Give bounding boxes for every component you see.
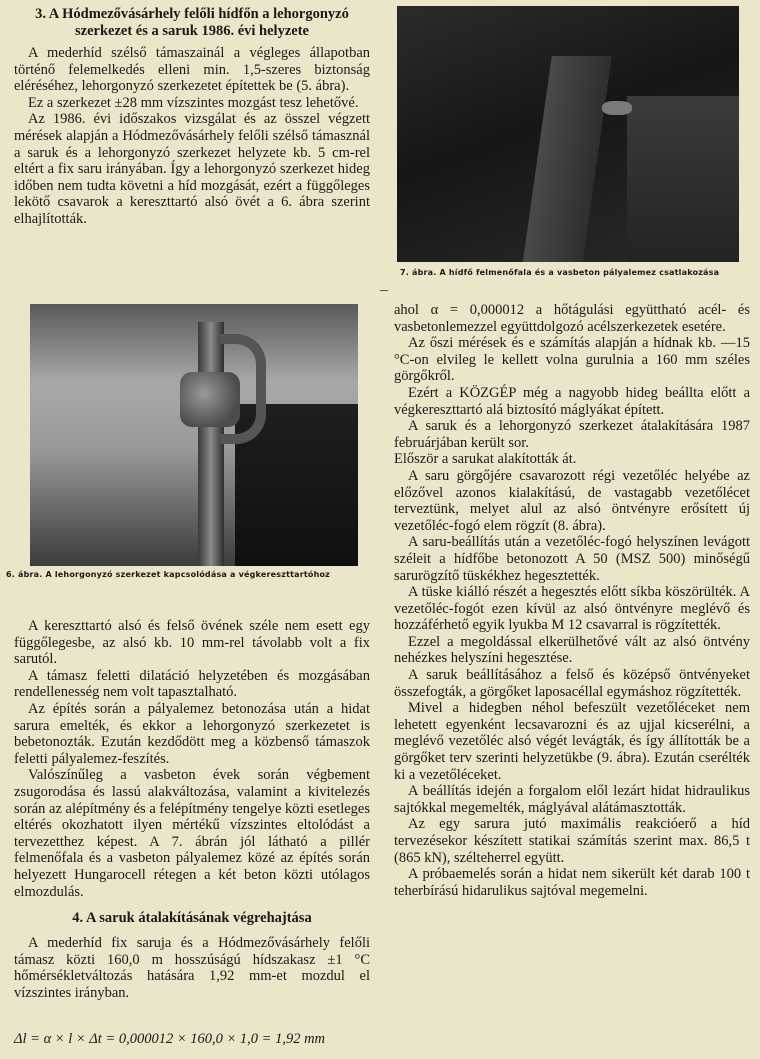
body-paragraph: A tüske kiálló részét a hegesztés előtt síkba köszörülték. A vezetőléc-fogót ezen kívül az alsó öntvényre meglévő és hozzáférhető egyik lyukba M 12 csavarral is rögzítették. (394, 584, 750, 634)
section3-paragraph: Ez a szerkezet ±28 mm vízszintes mozgást tesz lehetővé. (28, 94, 359, 111)
body-paragraph: A próbaemelés során a hidat nem sikerült két darab 100 t teherbírású hidarulikus sajtóval megemelni. (394, 866, 750, 899)
figure6-caption: 6. ábra. A lehorgonyzó szerkezet kapcsolódása a végkereszttartóhoz (6, 570, 331, 579)
body-paragraph: A saru görgőjére csavarozott régi vezetőléc helyébe az előzővel azonos kialakítású, de vastagabb vezetőlécet terveztünk, melyet alul az alsó öntvényre erősített új vezetőléc-fogó elem rögzít (8. ábra). (394, 467, 750, 534)
section3-title (14, 6, 370, 40)
figure7-photo (397, 6, 739, 262)
body-paragraph: A kereszttartó alsó és felső övének széle nem esett egy függőlegesbe, az alsó kb. 10 mm-rel távolabb volt a fix sarutól. (14, 618, 370, 668)
left-continued (14, 618, 370, 1001)
body-paragraph: Ezért a KÖZGÉP még a nagyobb hideg beállta előtt a végkereszttartó alá biztosító máglyákat épített. (394, 384, 750, 418)
divider (380, 290, 388, 291)
body-paragraph: Az építés során a pályalemez betonozása után a hidat sarura emelték, és ekkor a lehorgonyzó szerkezetet is bebetonozták. Ezután kezdődött meg a közbenső támaszok feletti pályalemez-feszítés. (14, 700, 370, 767)
section4-paragraph: A mederhíd fix saruja és a Hódmezővásárhely felőli támasz közti 160,0 m hosszúságú hídszakasz ±1 °C hőmérsékletváltozás hatására 1,92 mm-et mozdul el vízszintes irányban. (14, 935, 370, 1001)
figure7-caption: 7. ábra. A hídfő felmenőfala és a vasbeton pályalemez csatlakozása (400, 268, 720, 277)
body-paragraph: A saruk és a lehorgonyzó szerkezet átalakítására 1987 februárjában került sor. (394, 418, 750, 451)
figure6-photo (30, 304, 358, 566)
body-paragraph: Ezzel a megoldással elkerülhetővé vált az alsó öntvény nehézkes helyszíni hegesztése. (394, 633, 750, 667)
body-paragraph: Először a sarukat alakították át. (394, 451, 577, 468)
body-paragraph: A beállítás idején a forgalom elől lezárt hidat hidraulikus sajtókkal megemelték, máglyával alátámasztották. (394, 783, 750, 816)
body-paragraph: A saruk beállításához a felső és középső öntvényeket összefogták, a görgőket laposacéllal egymáshoz rögzítették. (394, 667, 750, 700)
section3-title-line1: 3. A Hódmezővásárhely felőli hídfőn a lehorgonyzó (35, 6, 349, 22)
section3-paragraph: Az 1986. évi időszakos vizsgálat és az összel végzett mérések alapján a Hódmezővásárhely felőli szélső támasznál a saruk és a lehorgonyzó szerkezet helyzete kb. 5 cm-rel eltért a fix saru irányában. Így a lehorgonyzó szerkezet hideg időben nem tudta követni a híd mozgását, ezért a függőleges lekötő csavarok a kereszttartó alsó övét a 6. ábra szerint elhajlították. (14, 111, 370, 227)
body-paragraph: ahol α = 0,000012 a hőtágulási együttható acél- és vasbetonlemezzel együttdolgozó acélszerkezetek esetére. (394, 302, 750, 335)
body-paragraph: A támasz feletti dilatáció helyzetében és mozgásában rendellenesség nem volt tapasztalható. (14, 667, 370, 701)
body-paragraph: A saru-beállítás után a vezetőléc-fogó helyszínen levágott széleit a hídfőbe betonozott A 50 (MSZ 500) minőségű sarurögzítő tüskékhez hegesztették. (394, 534, 750, 584)
body-paragraph: Az egy sarura jutó maximális reakcióerő a híd tervezésekor készített statikai számítás szerint max. 86,5 t (865 kN), szélteherrel együtt. (394, 816, 750, 866)
section3 (14, 6, 370, 228)
right-column (394, 302, 750, 899)
section3-paragraph: A mederhíd szélső támaszainál a végleges állapotban történő felemelkedés elleni min. 1,5-szeres biztonság eléréséhez, lehorgonyzó szerkezetet építettek be (5. ábra). (14, 45, 370, 95)
section3-title-line2: szerkezet és a saruk 1986. évi helyzete (75, 23, 309, 39)
body-paragraph: Mivel a hidegben néhol befeszült vezetőléceket nem lehetett egyenként lecsavarozni és az ujjal kicserélni, a meglévő vezetőléc alsó végét levágták, és így állították be a görgőket terv szerinti helyzetükbe (9. ábra). Ezután cserélték ki a vezetőléceket. (394, 700, 750, 783)
body-paragraph: Az őszi mérések és e számítás alapján a hídnak kb. —15 °C-on elvileg le kellett volna gurulnia a 160 mm széles görgőkről. (394, 335, 750, 385)
formula: Δl = α × l × Δt = 0,000012 × 160,0 × 1,0 = 1,92 mm (14, 1031, 326, 1047)
body-paragraph: Valószínűleg a vasbeton évek során végbement zsugorodása és lassú alakváltozása, valamint a kivitelezés során az alépítmény és a felépítmény tengelye közti esetleges eltérés okozhatott ilyen mértékű vízszintes eltolódást a tervezetthez képest. A 7. ábrán jól látható a pillér felmenőfala és a vasbeton pályalemez közé az építés során helyezett Hungarocell rétegen a két beton közti utólagos elmozdulás. (14, 767, 370, 900)
section4-title: 4. A saruk átalakításának végrehajtása (72, 910, 312, 927)
